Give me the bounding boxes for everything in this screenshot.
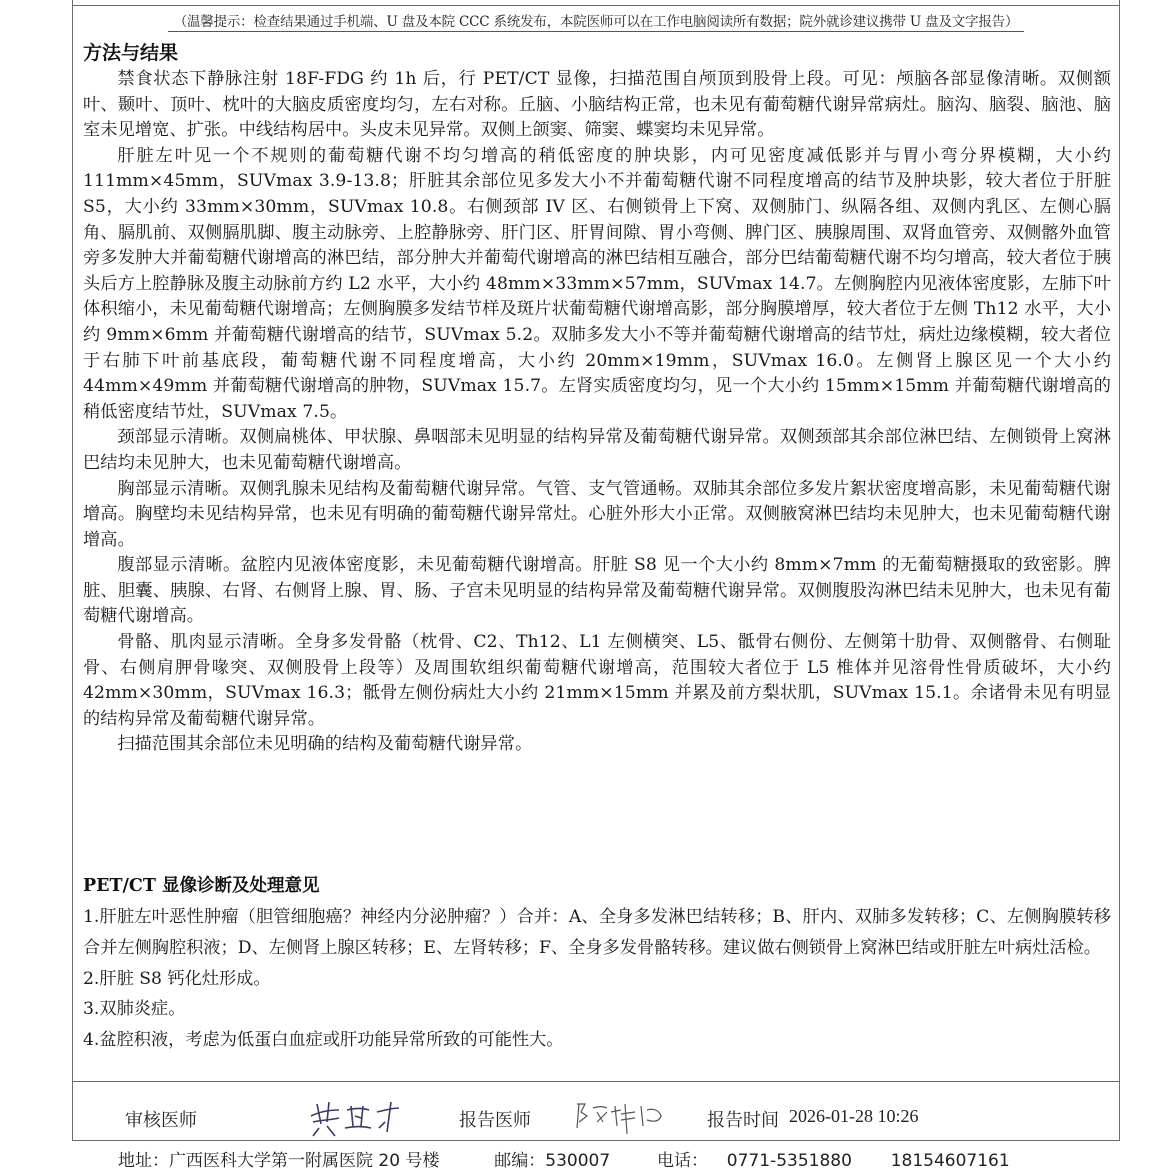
paragraph-neck: 颈部显示清晰。双侧扁桃体、甲状腺、鼻咽部未见明显的结构异常及葡萄糖代谢异常。双侧颈部其余部位淋巴结、左侧锁骨上窝淋巴结均未见肿大，也未见葡萄糖代谢增高。 xyxy=(83,427,1111,473)
reviewer-signature-icon xyxy=(305,1098,405,1138)
diagnosis-list xyxy=(83,902,1111,1056)
diagnosis-item: 1.肝脏左叶恶性肿瘤（胆管细胞癌？神经内分泌肿瘤？）合并：A、全身多发淋巴结转移；B、肝内、双肺多发转移；C、左侧胸膜转移合并左侧胸腔积液；D、左侧肾上腺区转移；E、左肾转移；F、全身多发骨骼转移。建议做右侧锁骨上窝淋巴结或肝脏左叶病灶活检。 xyxy=(83,907,1111,958)
diagnosis-item: 3.双肺炎症。 xyxy=(83,999,186,1020)
report-frame xyxy=(72,5,1120,1141)
methods-results-body xyxy=(83,67,1111,758)
diagnosis-item: 4.盆腔积液，考虑为低蛋白血症或肝功能异常所致的可能性大。 xyxy=(83,1030,564,1051)
signature-divider xyxy=(73,1081,1119,1082)
footer-phone-2: 18154607161 xyxy=(890,1151,1010,1171)
footer-contact xyxy=(118,1146,1010,1171)
report-time-label: 报告时间 xyxy=(707,1110,779,1131)
report-time-value: 2026-01-28 10:26 xyxy=(789,1106,919,1126)
signature-row xyxy=(73,1098,1119,1138)
paragraph-abdomen: 腹部显示清晰。盆腔内见液体密度影，未见葡萄糖代谢增高。肝脏 S8 见一个大小约 8mm×7mm 的无葡萄糖摄取的致密影。脾脏、胆囊、胰腺、右肾、右侧肾上腺、胃、肠、子宫未见明显的结构异常及葡萄糖代谢异常。双侧腹股沟淋巴结未见肿大，也未见有葡萄糖代谢增高。 xyxy=(83,555,1111,627)
footer-phone-1: 0771-5351880 xyxy=(726,1151,852,1171)
methods-results-title: 方法与结果 xyxy=(83,42,179,64)
paragraph-other: 扫描范围其余部位未见明确的结构及葡萄糖代谢异常。 xyxy=(117,734,533,755)
paragraph-head: 禁食状态下静脉注射 18F-FDG 约 1h 后，行 PET/CT 显像，扫描范围自颅顶到股骨上段。可见：颅脑各部显像清晰。双侧额叶、颞叶、顶叶、枕叶的大脑皮质密度均匀，左右对称。丘脑、小脑结构正常，也未见有葡萄糖代谢异常病灶。脑沟、脑裂、脑池、脑室未见增宽、扩张。中线结构居中。头皮未见异常。双侧上颌窦、筛窦、蝶窦均未见异常。 xyxy=(83,69,1111,141)
footer-address: 地址：广西医科大学第一附属医院 20 号楼 xyxy=(118,1151,440,1171)
notice-banner xyxy=(73,10,1119,30)
paragraph-chest: 胸部显示清晰。双侧乳腺未见结构及葡萄糖代谢异常。气管、支气管通畅。双肺其余部位多发片絮状密度增高影，未见葡萄糖代谢增高。胸壁均未见结构异常，也未见有明确的葡萄糖代谢异常灶。心脏外形大小正常。双侧腋窝淋巴结均未见肿大，也未见葡萄糖代谢增高。 xyxy=(83,478,1111,550)
paragraph-liver-lymph: 肝脏左叶见一个不规则的葡萄糖代谢不均匀增高的稍低密度的肿块影，内可见密度减低影并与胃小弯分界模糊，大小约 111mm×45mm，SUVmax 3.9-13.8；肝脏其余部位见多发大小不并葡萄糖代谢不同程度增高的结节及肿块影，较大者位于肝脏 S5，大小约 33mm×30mm，SUVmax 10.8。右侧颈部 IV 区、右侧锁骨上下窝、双侧肺门、纵隔各组、双侧内乳区、左侧心膈角、膈肌前、双侧膈肌脚、腹主动脉旁、上腔静脉旁、肝门区、肝胃间隙、胃小弯侧、脾门区、胰腺周围、双肾血管旁、双侧髂外血管旁多发肿大并葡萄糖代谢增高的淋巴结，部分肿大并葡萄代谢增高的淋巴结相互融合，部分巴结葡萄糖代谢不均匀增高，较大者位于胰头后方上腔静脉及腹主动脉前方约 L2 水平，大小约 48mm×33mm×57mm，SUVmax 14.7。左侧胸腔内见液体密度影，左肺下叶体积缩小，未见葡萄糖代谢增高；左侧胸膜多发结节样及斑片状葡萄糖代谢增高影，部分胸膜增厚，较大者位于左侧 Th12 水平，大小约 9mm×6mm 并葡萄糖代谢增高的结节，SUVmax 5.2。双肺多发大小不等并葡萄糖代谢增高的结节灶，病灶边缘模糊，较大者位于右肺下叶前基底段，葡萄糖代谢不同程度增高，大小约 20mm×19mm，SUVmax 16.0。左侧肾上腺区见一个大小约 44mm×49mm 并葡萄糖代谢增高的肿物，SUVmax 15.7。左肾实质密度均匀，见一个大小约 15mm×15mm 并葡萄糖代谢增高的稍低密度结节灶，SUVmax 7.5。 xyxy=(83,145,1111,422)
reviewer-label: 审核医师 xyxy=(125,1110,197,1131)
footer-phone-label: 电话： xyxy=(656,1151,708,1171)
diagnosis-title: PET/CT 显像诊断及处理意见 xyxy=(83,876,320,896)
reporter-label: 报告医师 xyxy=(459,1110,531,1131)
footer-postcode: 邮编：530007 xyxy=(494,1151,611,1171)
diagnosis-item: 2.肝脏 S8 钙化灶形成。 xyxy=(83,968,271,989)
paragraph-bone: 骨骼、肌肉显示清晰。全身多发骨骼（枕骨、C2、Th12、L1 左侧横突、L5、骶骨右侧份、左侧第十肋骨、双侧髂骨、右侧耻骨、右侧肩胛骨喙突、双侧股骨上段等）及周围软组织葡萄糖代谢增高，范围较大者位于 L5 椎体并见溶骨性骨质破坏，大小约 42mm×30mm，SUVmax 16.3；骶骨左侧份病灶大小约 21mm×15mm 并累及前方梨状肌，SUVmax 15.1。余诸骨未见有明显的结构异常及葡萄糖代谢异常。 xyxy=(83,632,1111,729)
notice-text: （温馨提示：检查结果通过手机端、U 盘及本院 CCC 系统发布，本院医师可以在工作电脑阅读所有数据；院外就诊建议携带 U 盘及文字报告） xyxy=(168,14,1025,32)
reporter-signature-icon xyxy=(573,1098,669,1138)
